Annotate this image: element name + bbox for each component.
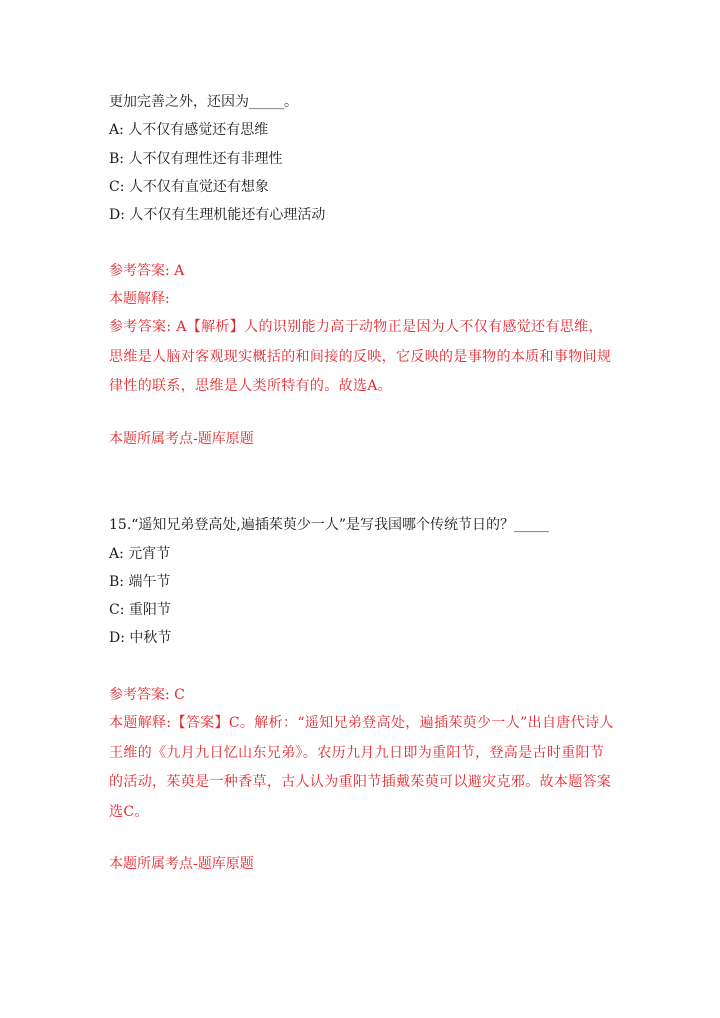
question-14-option-c: C: 人不仅有直觉还有想象 [109,179,269,195]
question-15-option-a: A: 元宵节 [109,546,171,562]
question-14-analysis-label: 本题解释: [109,291,170,307]
question-14-answer: 参考答案: A [109,263,185,279]
question-14-source: 本题所属考点-题库原题 [109,431,254,447]
question-15-answer: 参考答案: C [109,687,185,703]
question-14-analysis: 参考答案: A【解析】人的识别能力高于动物正是因为人不仅有感觉还有思维，思维是人脑对客观现实概括的和间接的反映，它反映的是事物的本质和事物间规律性的联系，思维是人类所特有的。故选A。 [109,319,612,394]
question-15-analysis: 本题解释:【答案】C。解析：“遥知兄弟登高处，遍插茱萸少一人”出自唐代诗人王维的《九月九日忆山东兄弟》。农历九月九日即为重阳节，登高是古时重阳节的活动，茱萸是一种香草，古人认为重阳节插戴茱萸可以避灾克邪。故本题答案选C。 [109,715,614,820]
question-15-source: 本题所属考点-题库原题 [109,856,254,872]
question-14-stem: 更加完善之外，还因为_____。 [109,94,298,110]
question-15-option-c: C: 重阳节 [109,602,171,618]
question-14-option-a: A: 人不仅有感觉还有思维 [109,122,269,138]
question-15-option-b: B: 端午节 [109,574,171,590]
question-14-option-d: D: 人不仅有生理机能还有心理活动 [109,207,326,223]
question-15-stem: 15.“遥知兄弟登高处,遍插茱萸少一人”是写我国哪个传统节日的？_____ [109,517,550,533]
question-14-option-b: B: 人不仅有理性还有非理性 [109,151,283,167]
question-15-option-d: D: 中秋节 [109,630,172,646]
